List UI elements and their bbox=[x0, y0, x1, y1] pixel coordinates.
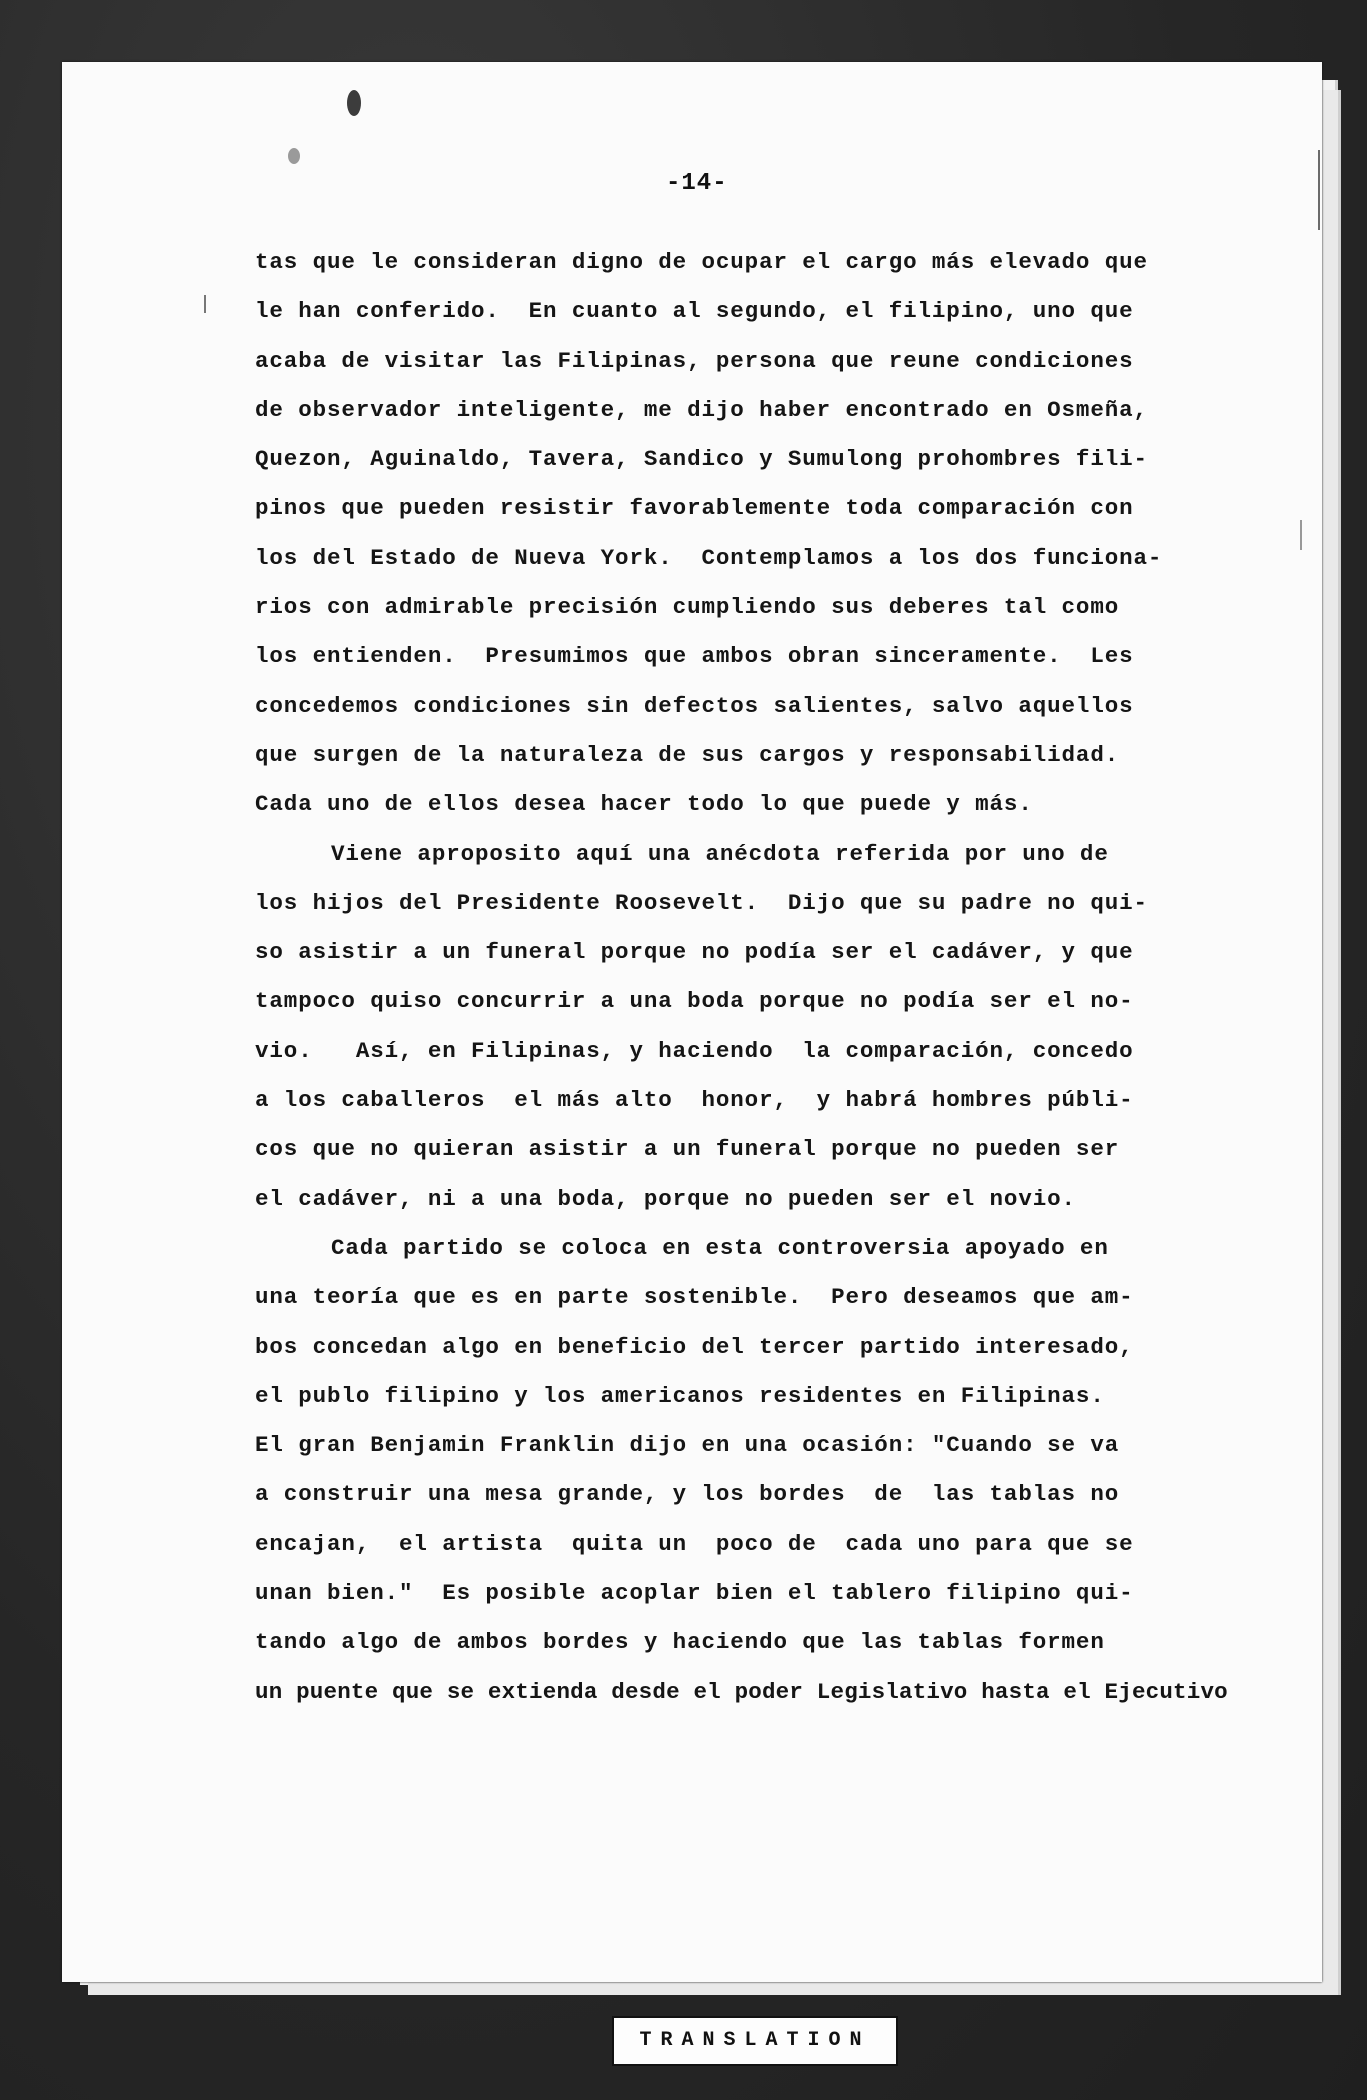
text-line-paragraph-start: Viene aproposito aquí una anécdota referida por uno de bbox=[331, 840, 1109, 867]
edge-mark bbox=[204, 295, 206, 313]
text-line: un puente que se extienda desde el poder Legislativo hasta el Ejecutivo bbox=[255, 1678, 1228, 1705]
text-line: el cadáver, ni a una boda, porque no pueden ser el novio. bbox=[255, 1185, 1076, 1212]
text-line: Cada uno de ellos desea hacer todo lo que puede y más. bbox=[255, 791, 1033, 818]
text-line-paragraph-start: Cada partido se coloca en esta controversia apoyado en bbox=[331, 1234, 1109, 1261]
text-line: so asistir a un funeral porque no podía ser el cadáver, y que bbox=[255, 939, 1134, 966]
text-line: El gran Benjamin Franklin dijo en una ocasión: "Cuando se va bbox=[255, 1432, 1120, 1459]
text-line: de observador inteligente, me dijo haber encontrado en Osmeña, bbox=[255, 396, 1148, 423]
text-line: los del Estado de Nueva York. Contemplamos a los dos funciona- bbox=[255, 544, 1163, 571]
text-line: a construir una mesa grande, y los bordes de las tablas no bbox=[255, 1481, 1120, 1508]
text-line: bos concedan algo en beneficio del tercer partido interesado, bbox=[255, 1333, 1134, 1360]
text-line: cos que no quieran asistir a un funeral porque no pueden ser bbox=[255, 1136, 1120, 1163]
text-line: tando algo de ambos bordes y haciendo que las tablas formen bbox=[255, 1629, 1105, 1656]
ink-blot bbox=[288, 148, 300, 164]
text-line: los entienden. Presumimos que ambos obran sinceramente. Les bbox=[255, 643, 1134, 670]
text-line: le han conferido. En cuanto al segundo, el filipino, uno que bbox=[255, 298, 1134, 325]
body-text bbox=[255, 238, 1305, 1717]
page-number: -14- bbox=[666, 170, 728, 197]
text-line: tas que le consideran digno de ocupar el cargo más elevado que bbox=[255, 249, 1148, 275]
text-line: unan bien." Es posible acoplar bien el tablero filipino qui- bbox=[255, 1580, 1134, 1607]
text-line: Quezon, Aguinaldo, Tavera, Sandico y Sumulong prohombres fili- bbox=[255, 446, 1148, 473]
text-line: encajan, el artista quita un poco de cada uno para que se bbox=[255, 1530, 1134, 1557]
text-line: acaba de visitar las Filipinas, persona que reune condiciones bbox=[255, 347, 1134, 374]
ink-blot bbox=[347, 90, 361, 116]
edge-mark bbox=[1318, 150, 1320, 230]
text-line: el publo filipino y los americanos residentes en Filipinas. bbox=[255, 1382, 1105, 1409]
text-line: tampoco quiso concurrir a una boda porque no podía ser el no- bbox=[255, 988, 1134, 1015]
text-line: concedemos condiciones sin defectos salientes, salvo aquellos bbox=[255, 692, 1134, 719]
translation-stamp: TRANSLATION bbox=[612, 2016, 898, 2066]
text-line: rios con admirable precisión cumpliendo sus deberes tal como bbox=[255, 594, 1120, 621]
text-line: vio. Así, en Filipinas, y haciendo la comparación, concedo bbox=[255, 1037, 1134, 1064]
text-line: pinos que pueden resistir favorablemente toda comparación con bbox=[255, 495, 1134, 522]
text-line: a los caballeros el más alto honor, y habrá hombres públi- bbox=[255, 1087, 1134, 1114]
text-line: que surgen de la naturaleza de sus cargos y responsabilidad. bbox=[255, 741, 1120, 768]
text-line: los hijos del Presidente Roosevelt. Dijo que su padre no qui- bbox=[255, 889, 1148, 916]
text-line: una teoría que es en parte sostenible. Pero deseamos que am- bbox=[255, 1284, 1134, 1311]
